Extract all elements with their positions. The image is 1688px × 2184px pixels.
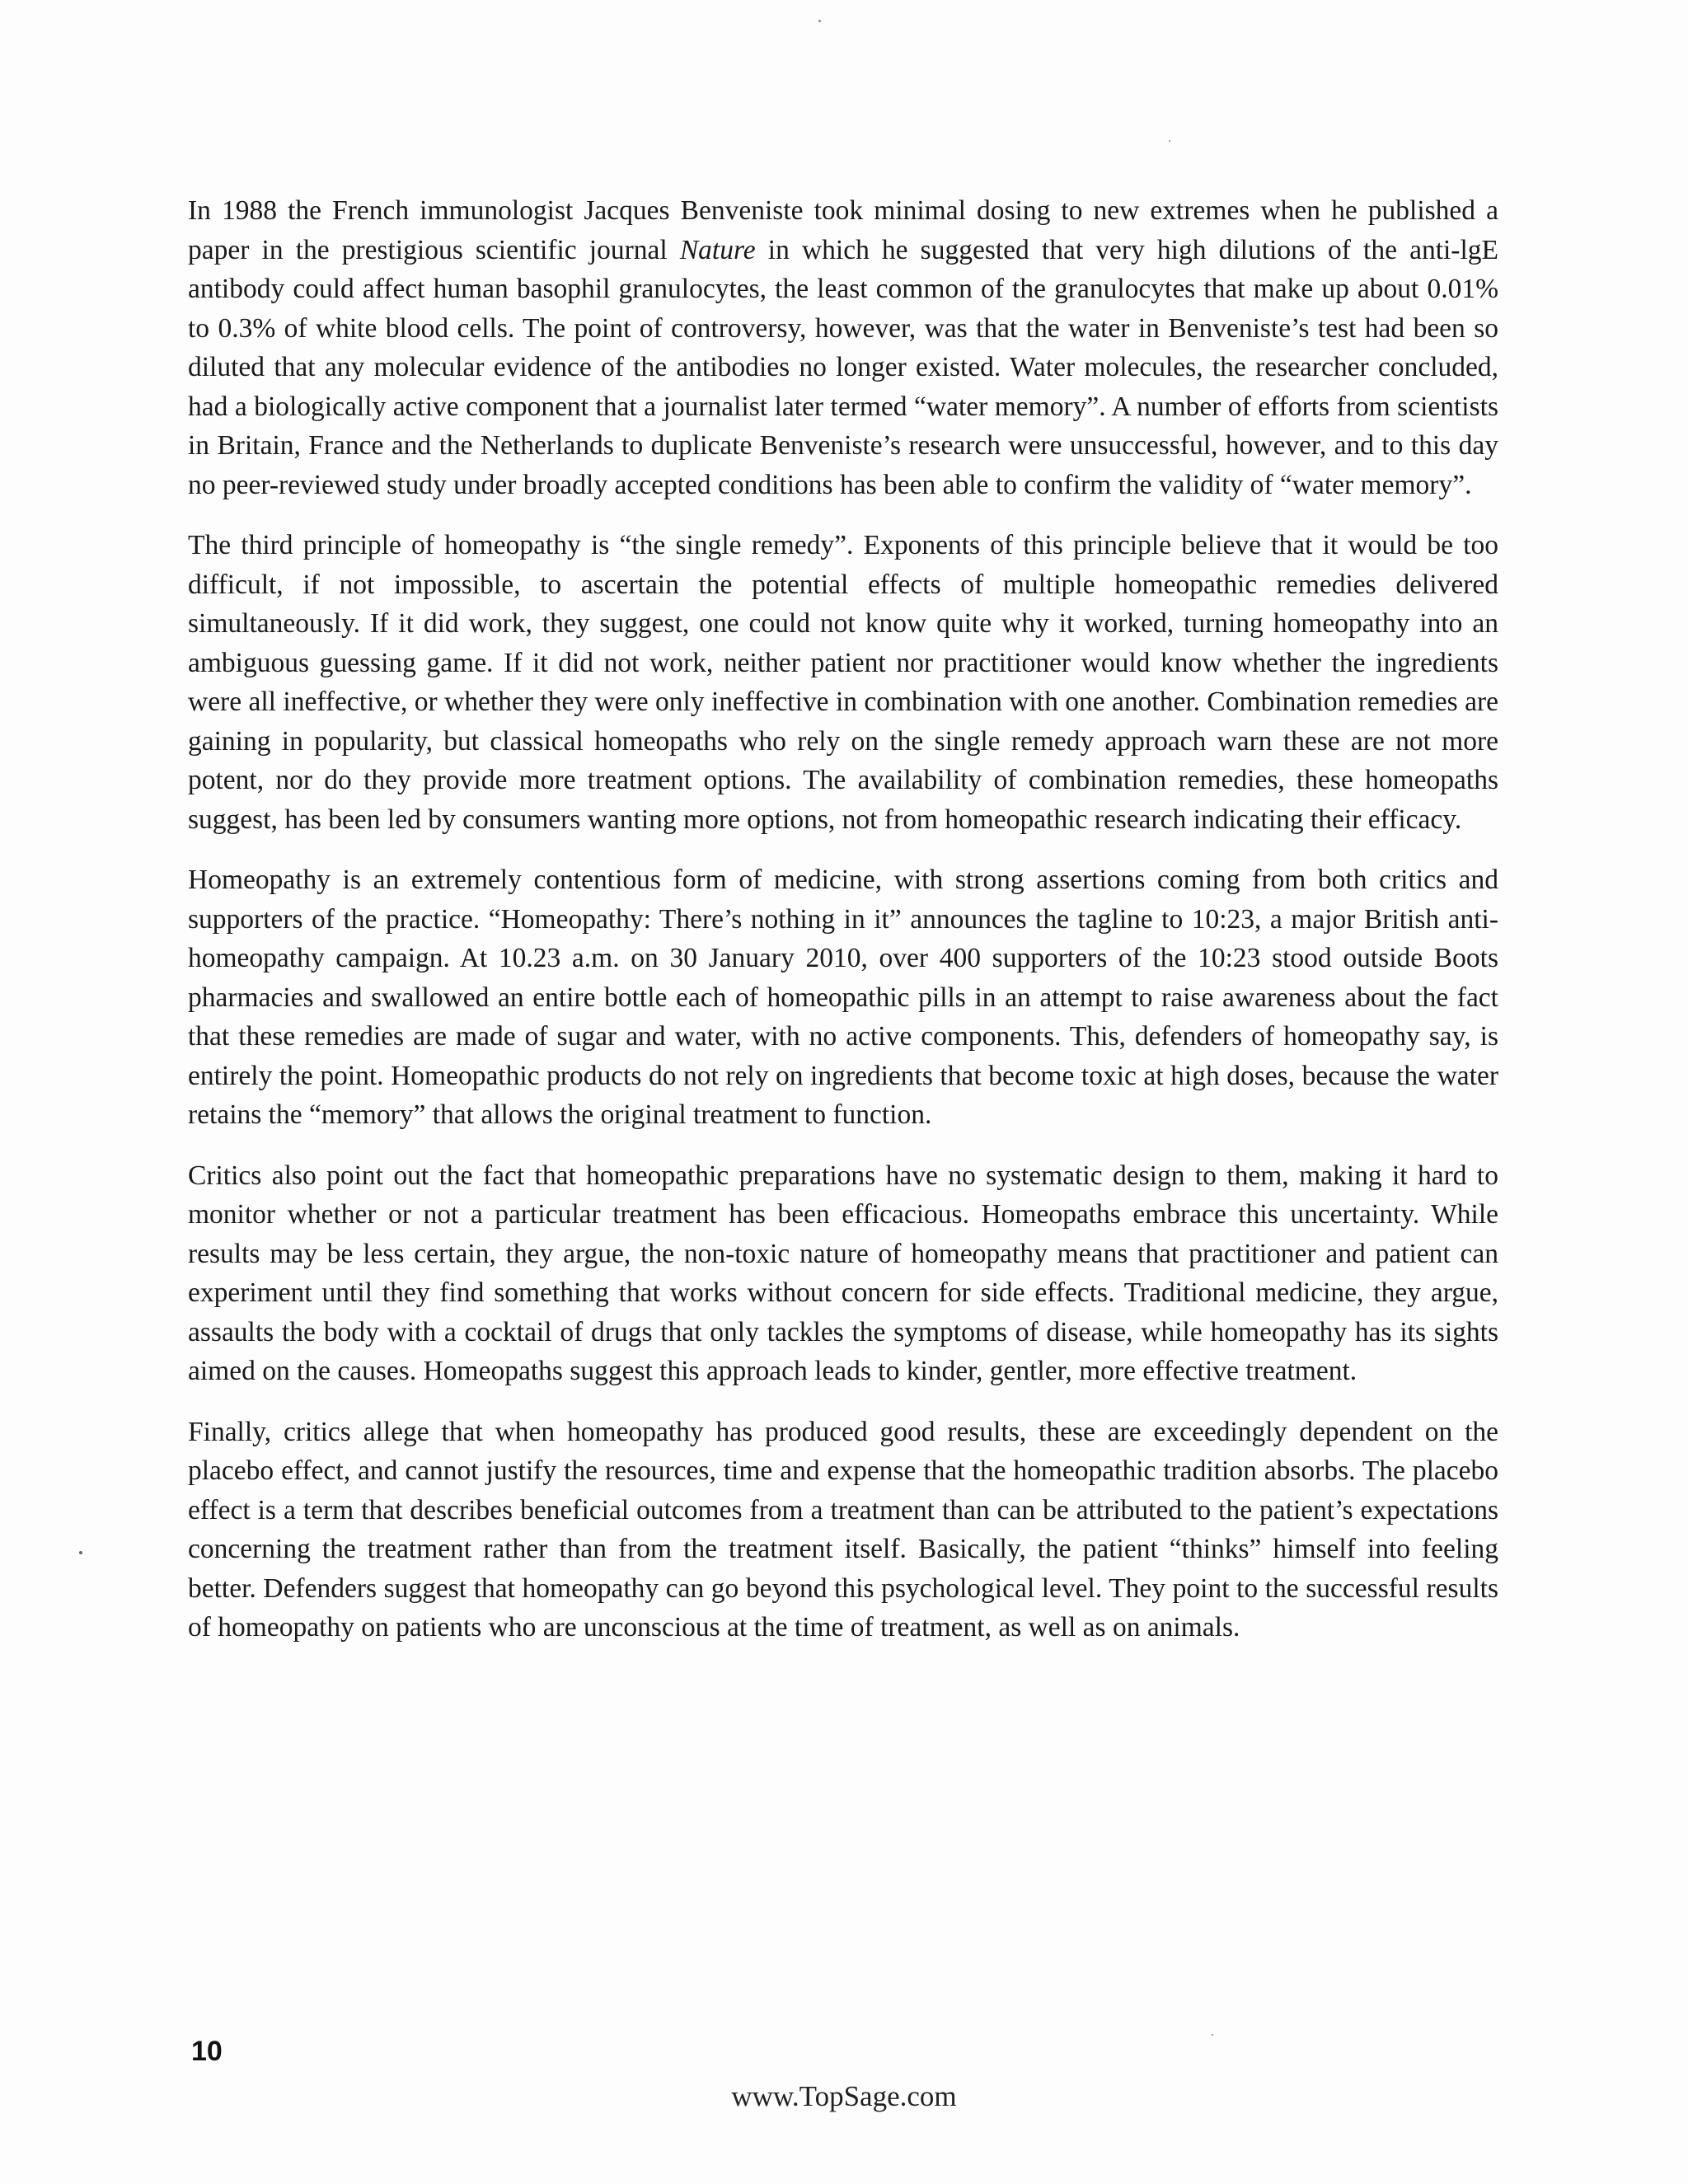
scan-speck [818, 20, 821, 22]
page-number: 10 [191, 2036, 223, 2067]
body-text [188, 191, 1498, 1669]
journal-name: Nature [679, 234, 756, 265]
scan-speck [1169, 140, 1170, 142]
paragraph-text: in which he suggested that very high dilutions of the anti-lgE antibody could affect human basophil granulocytes, the least common of the granulocytes that make up about 0.01% to 0.3% of white blood cells. The point of controversy, however, was that the water in Benveniste’s test had been so diluted that any molecular evidence of the antibodies no longer existed. Water molecules, the researcher concluded, had a biologically active component that a journalist later termed “water memory”. A number of efforts from scientists in Britain, France and the Netherlands to duplicate Benveniste’s research were unsuccessful, however, and to this day no peer-reviewed study under broadly accepted conditions has been able to confirm the validity of “water memory”. [188, 234, 1498, 500]
paragraph-single-remedy: The third principle of homeopathy is “the single remedy”. Exponents of this principle believe that it would be too difficult, if not impossible, to ascertain the potential effects of multiple homeopathic remedies delivered simultaneously. If it did work, they suggest, one could not know quite why it worked, turning homeopathy into an ambiguous guessing game. If it did not work, neither patient nor practitioner would know whether the ingredients were all ineffective, or whether they were only ineffective in combination with one another. Combination remedies are gaining in popularity, but classical homeopaths who rely on the single remedy approach warn these are not more potent, nor do they provide more treatment options. The availability of combination remedies, these homeopaths suggest, has been led by consumers wanting more options, not from homeopathic research indicating their efficacy. [188, 530, 1498, 835]
paragraph-critics-design: Critics also point out the fact that homeopathic preparations have no systematic design to them, making it hard to monitor whether or not a particular treatment has been efficacious. Homeopaths embrace this uncertainty. While results may be less certain, they argue, the non-toxic nature of homeopathy means that practitioner and patient can experiment until they find something that works without concern for side effects. Traditional medicine, they argue, assaults the body with a cocktail of drugs that only tackles the symptoms of disease, while homeopathy has its sights aimed on the causes. Homeopaths suggest this approach leads to kinder, gentler, more effective treatment. [188, 1160, 1498, 1386]
paragraph-placebo: Finally, critics allege that when homeopathy has produced good results, these are exceedingly dependent on the placebo effect, and cannot justify the resources, time and expense that the homeopathic tradition absorbs. The placebo effect is a term that describes beneficial outcomes from a treatment than can be attributed to the patient’s expectations concerning the treatment rather than from the treatment itself. Basically, the patient “thinks” himself into feeling better. Defenders suggest that homeopathy can go beyond this psychological level. They point to the successful results of homeopathy on patients who are unconscious at the time of treatment, as well as on animals. [188, 1416, 1498, 1643]
paragraph-benveniste [188, 191, 1498, 504]
paragraph-contentious: Homeopathy is an extremely contentious form of medicine, with strong assertions coming from both critics and supporters of the practice. “Homeopathy: There’s nothing in it” announces the tagline to 10:23, a major British anti-homeopathy campaign. At 10.23 a.m. on 30 January 2010, over 400 supporters of the 10:23 stood outside Boots pharmacies and swallowed an entire bottle each of homeopathic pills in an attempt to raise awareness about the fact that these remedies are made of sugar and water, with no active components. This, defenders of homeopathy say, is entirely the point. Homeopathic products do not rely on ingredients that become toxic at high doses, because the water retains the “memory” that allows the original treatment to function. [188, 865, 1498, 1130]
scan-speck [79, 1551, 82, 1554]
scan-speck [1212, 2034, 1213, 2036]
paragraph-text: In 1988 the French immunologist Jacques Benveniste took minimal dosing to new extremes when he published a paper in the prestigious scientific journal [188, 195, 1498, 265]
footer-url: www.TopSage.com [731, 2080, 957, 2112]
